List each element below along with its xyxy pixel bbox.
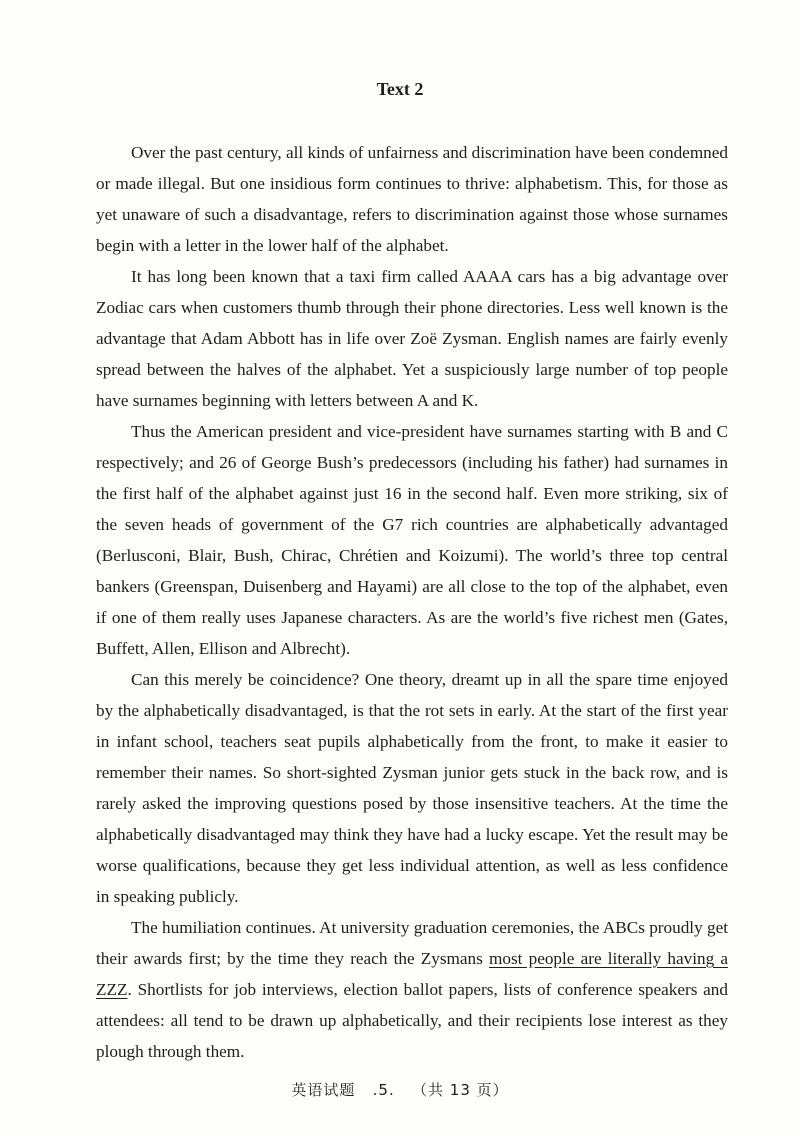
text-title: Text 2 (376, 79, 424, 99)
paragraph-2: It has long been known that a taxi firm called AAAA cars has a big advantage over Zodiac cars when customers thumb through their phone directories. Less well known is the advantage that Adam Abbott has in life over Zoë Zysman. English names are fairly evenly spread between the halves of the alphabet. Yet a suspiciously large number of top people have surnames beginning with letters between A and K. (96, 267, 728, 410)
passage (96, 137, 728, 1067)
paragraph-1: Over the past century, all kinds of unfairness and discrimination have been condemned or made illegal. But one insidious form continues to thrive: alphabetism. This, for those as yet unaware of such a disadvantage, refers to discrimination against those whose surnames begin with a letter in the lower half of the alphabet. (96, 143, 728, 255)
page-footer: 英语试题 .5. （共 13 页） (291, 1081, 509, 1099)
paragraph-5-start: The humiliation continues. At university graduation ceremonies, the ABCs proudly get their awards first; by the time they reach the Zysmans (96, 918, 728, 968)
paragraph-5-end: . Shortlists for job interviews, election ballot papers, lists of conference speakers and attendees: all tend to be drawn up alphabetically, and their recipients lose interest as they plough through them. (96, 980, 728, 1061)
paragraph-3: Thus the American president and vice-president have surnames starting with B and C respectively; and 26 of George Bush’s predecessors (including his father) had surnames in the first half of the alphabet against just 16 in the second half. Even more striking, six of the seven heads of government of the G7 rich countries are alphabetically advantaged (Berlusconi, Blair, Bush, Chirac, Chrétien and Koizumi). The world’s three top central bankers (Greenspan, Duisenberg and Hayami) are all close to the top of the alphabet, even if one of them really uses Japanese characters. As are the world’s five richest men (Gates, Buffett, Allen, Ellison and Albrecht). (96, 422, 728, 658)
paragraph-5 (96, 912, 728, 1067)
paragraph-4: Can this merely be coincidence? One theory, dreamt up in all the spare time enjoyed by the alphabetically disadvantaged, is that the rot sets in early. At the start of the first year in infant school, teachers seat pupils alphabetically from the front, to make it easier to remember their names. So short-sighted Zysman junior gets stuck in the back row, and is rarely asked the improving questions posed by those insensitive teachers. At the time the alphabetically disadvantaged may think they have had a lucky escape. Yet the result may be worse qualifications, because they get less individual attention, as well as less confidence in speaking publicly. (96, 670, 728, 906)
underlined-phrase: most people are literally having a ZZZ (96, 949, 728, 999)
